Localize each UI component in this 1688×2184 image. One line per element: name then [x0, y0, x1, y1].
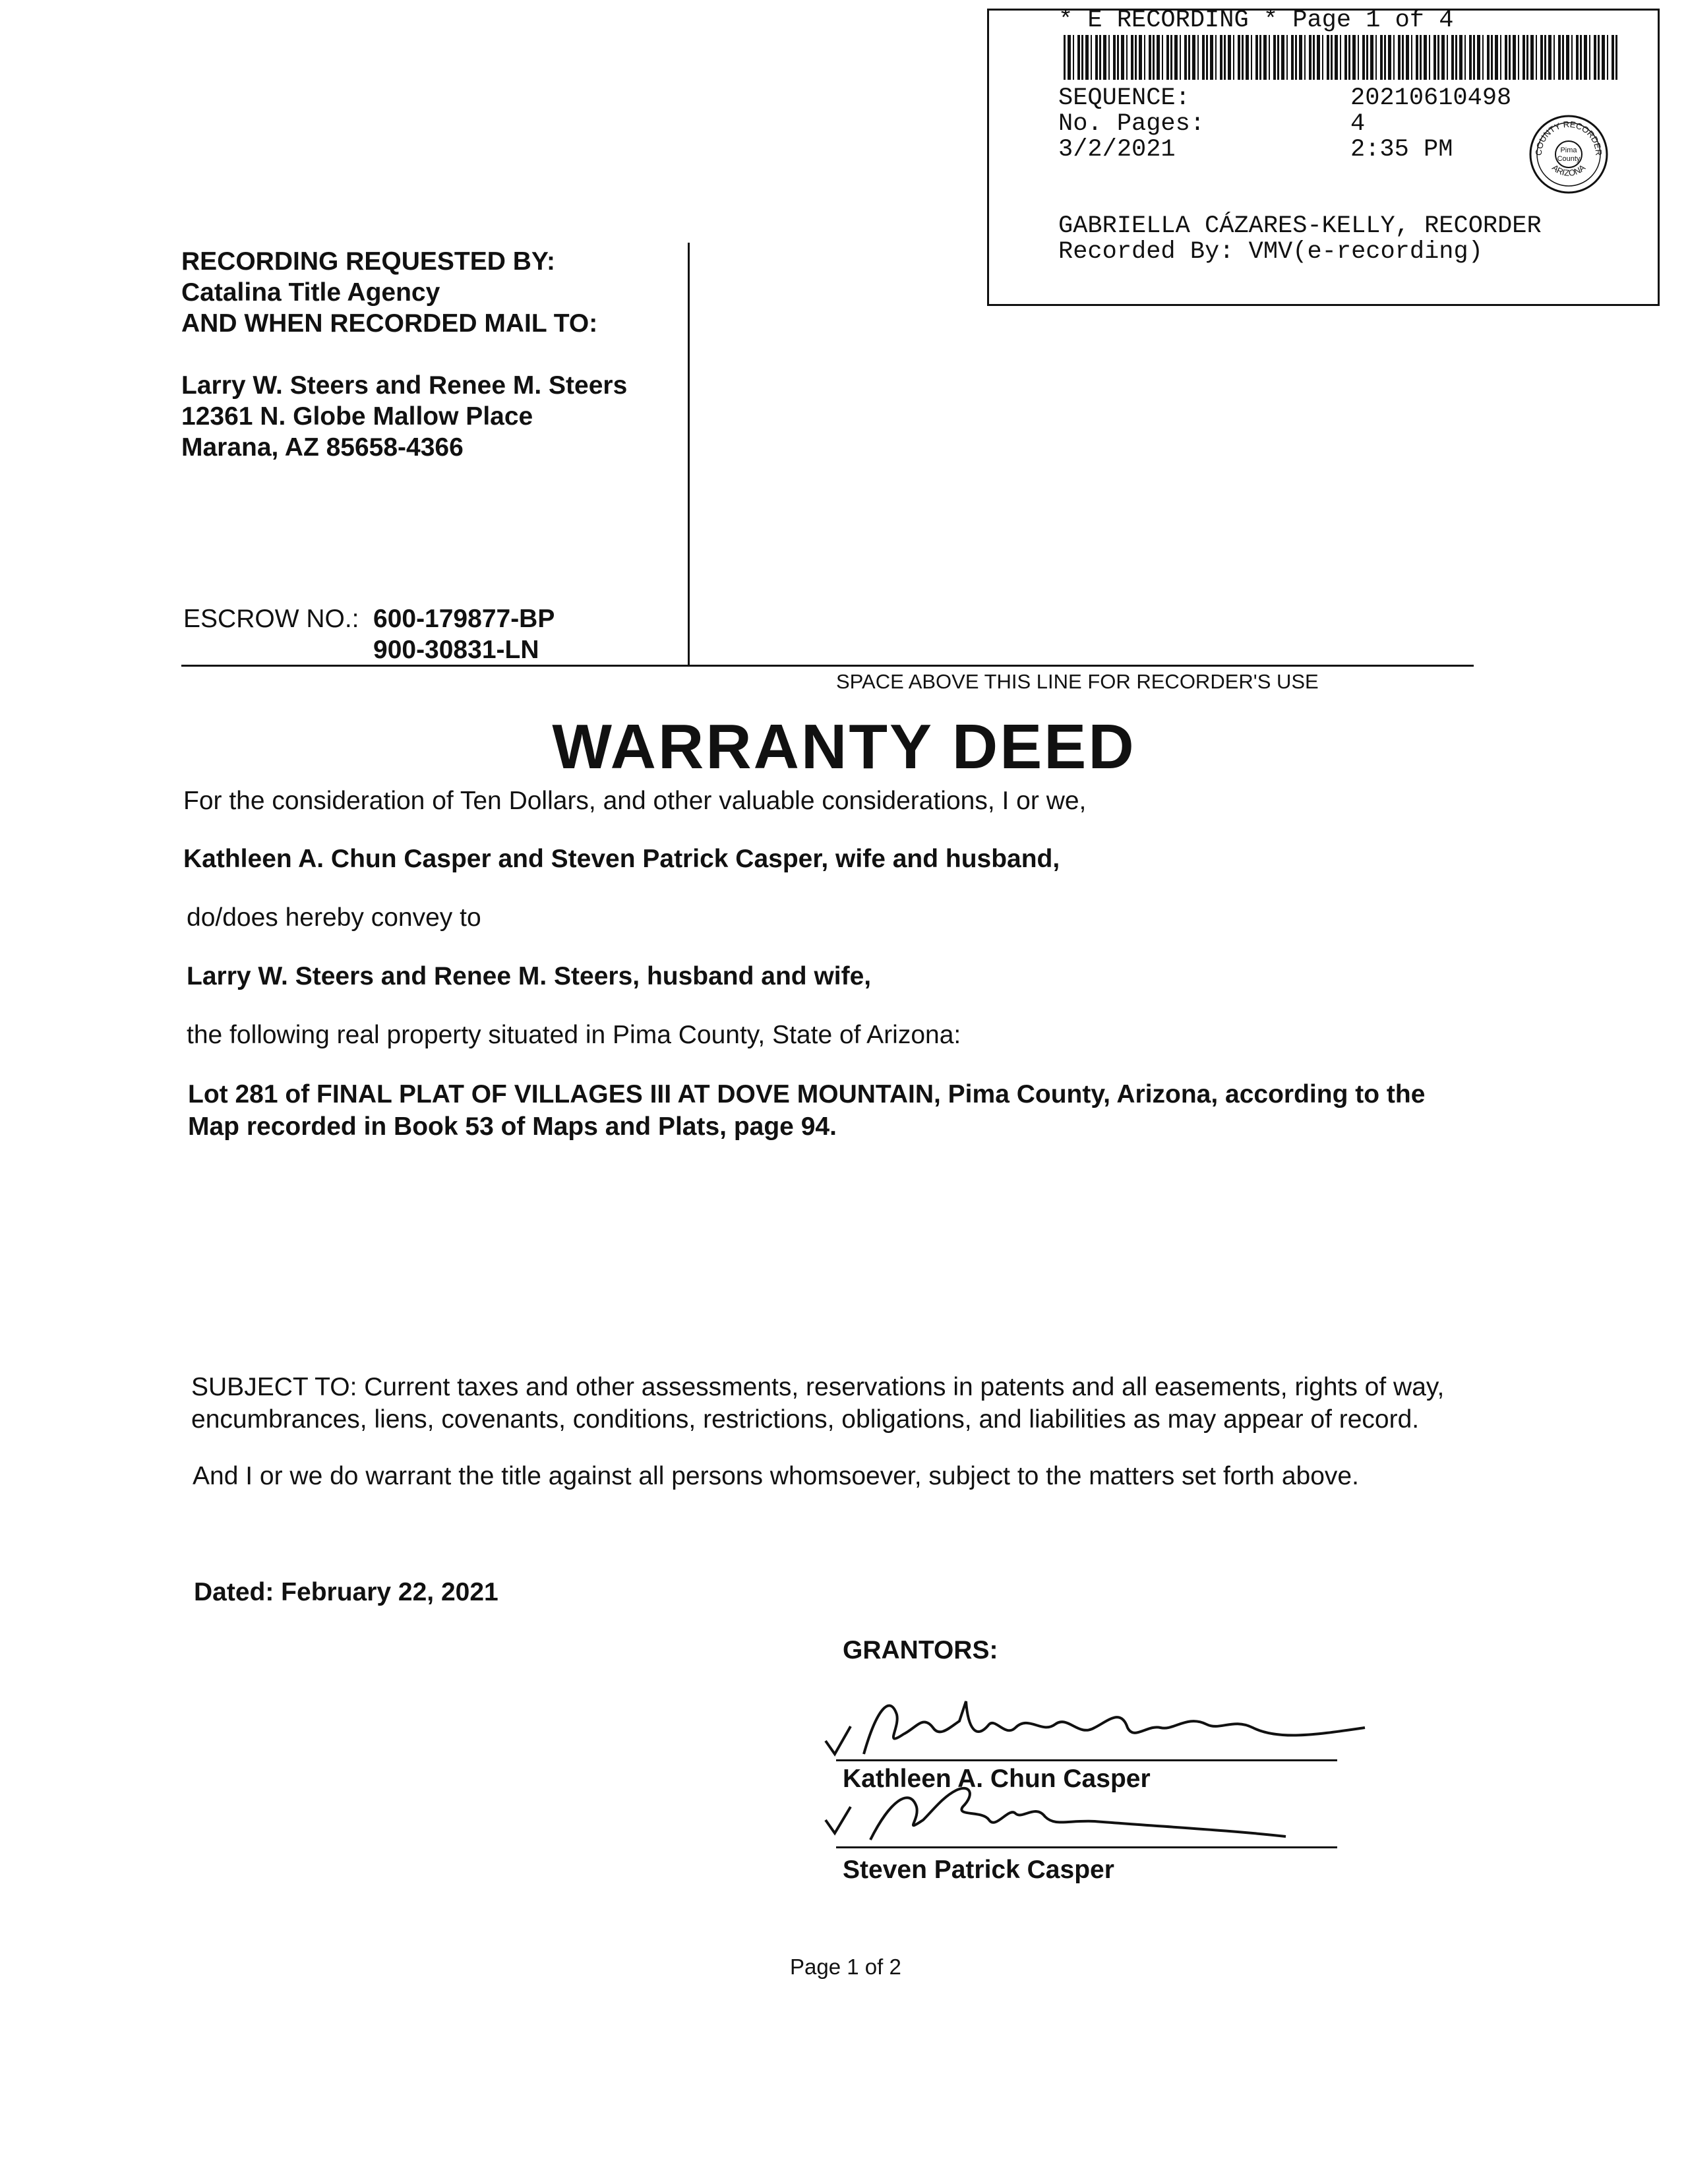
signature-line-2: [836, 1846, 1337, 1848]
dated-text: Dated: February 22, 2021: [194, 1578, 498, 1606]
sequence-value: 20210610498: [1350, 84, 1512, 112]
convey-text: do/does hereby convey to: [187, 903, 481, 932]
subject-to-line-1: SUBJECT TO: Current taxes and other assessments, reservations in patents and all easements, rights of way,: [191, 1373, 1445, 1401]
barcode: [1064, 35, 1617, 80]
recorded-by: Recorded By: VMV(e-recording): [1058, 238, 1483, 266]
grantors-label: GRANTORS:: [843, 1636, 998, 1664]
legal-description-line-2: Map recorded in Book 53 of Maps and Plats, page 94.: [188, 1112, 837, 1141]
mail-to-city: Marana, AZ 85658-4366: [181, 433, 464, 462]
pages-value: 4: [1350, 110, 1366, 138]
recorder-use-note: SPACE ABOVE THIS LINE FOR RECORDER'S USE: [836, 670, 1319, 693]
escrow-label: ESCROW NO.:: [183, 605, 359, 633]
signature-line-1: [836, 1759, 1337, 1761]
signer-1-name: Kathleen A. Chun Casper: [843, 1765, 1151, 1793]
requested-by: Catalina Title Agency: [181, 278, 440, 307]
escrow-number-2: 900-30831-LN: [373, 636, 539, 664]
pages-label: No. Pages:: [1058, 110, 1205, 138]
signature-kathleen-graphic: [818, 1688, 1424, 1767]
svg-text:County: County: [1557, 155, 1581, 163]
signature-steven-graphic: [818, 1780, 1332, 1853]
mail-to-label: AND WHEN RECORDED MAIL TO:: [181, 309, 598, 338]
signer-2-name: Steven Patrick Casper: [843, 1856, 1114, 1884]
requested-by-label: RECORDING REQUESTED BY:: [181, 247, 555, 276]
record-date: 3/2/2021: [1058, 136, 1176, 164]
header-divider-vertical: [688, 243, 690, 665]
county-recorder-seal-icon: [1528, 114, 1609, 195]
warranty-text: And I or we do warrant the title against all persons whomsoever, subject to the matters set forth above.: [193, 1462, 1359, 1490]
stamp-header: * E RECORDING * Page 1 of 4: [1058, 7, 1454, 34]
svg-text:ARIZONA: ARIZONA: [1550, 162, 1588, 178]
recorder-use-line: [181, 665, 1474, 667]
page-number: Page 1 of 2: [790, 1955, 901, 1979]
grantees-text: Larry W. Steers and Renee M. Steers, husband and wife,: [187, 962, 872, 990]
property-intro: the following real property situated in Pima County, State of Arizona:: [187, 1021, 961, 1049]
legal-description-line-1: Lot 281 of FINAL PLAT OF VILLAGES III AT DOVE MOUNTAIN, Pima County, Arizona, according to the: [188, 1080, 1426, 1108]
escrow-number-1: 600-179877-BP: [373, 605, 555, 633]
mail-to-name: Larry W. Steers and Renee M. Steers: [181, 371, 628, 400]
sequence-label: SEQUENCE:: [1058, 84, 1190, 112]
consideration-text: For the consideration of Ten Dollars, and other valuable considerations, I or we,: [183, 787, 1087, 815]
grantors-text: Kathleen A. Chun Casper and Steven Patrick Casper, wife and husband,: [183, 845, 1060, 873]
record-time: 2:35 PM: [1350, 136, 1453, 164]
document-title: WARRANTY DEED: [552, 712, 1136, 782]
svg-text:COUNTY RECORDER: COUNTY RECORDER: [1533, 119, 1604, 156]
recorder-name: GABRIELLA CÁZARES-KELLY, RECORDER: [1058, 212, 1542, 240]
subject-to-line-2: encumbrances, liens, covenants, conditions, restrictions, obligations, and liabilities as may appear of record.: [191, 1405, 1420, 1434]
svg-text:Pima: Pima: [1560, 146, 1577, 154]
mail-to-street: 12361 N. Globe Mallow Place: [181, 402, 533, 431]
